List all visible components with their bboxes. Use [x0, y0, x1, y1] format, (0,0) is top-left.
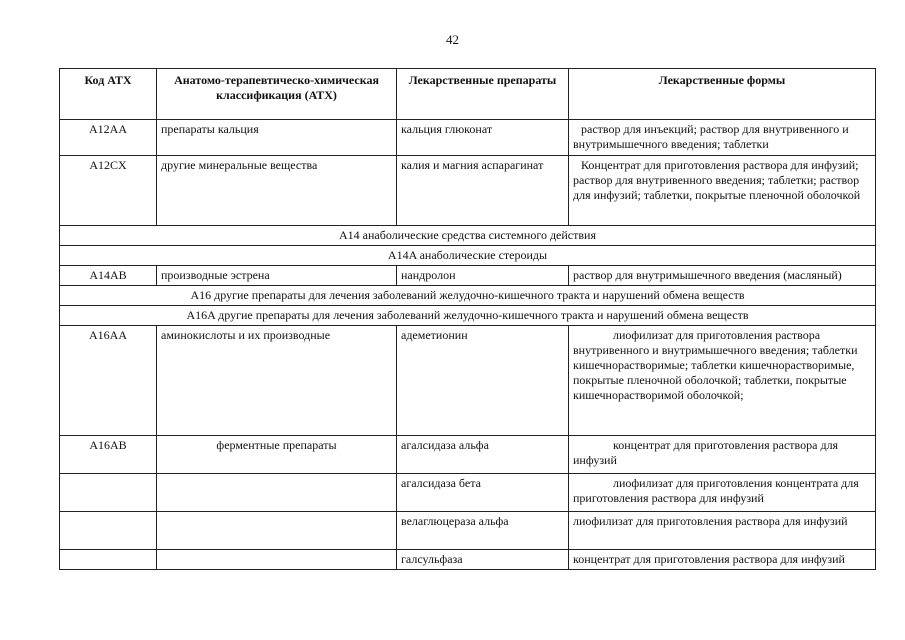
classification-cell [157, 512, 397, 550]
section-row [60, 246, 876, 266]
table-row [60, 474, 876, 512]
header-forms: Лекарственные формы [569, 69, 876, 120]
section-heading: A14A анаболические стероиды [60, 246, 876, 266]
atc-code-cell [60, 550, 157, 570]
section-row [60, 226, 876, 246]
table-row [60, 550, 876, 570]
atc-drug-table [59, 68, 876, 570]
classification-cell: другие минеральные вещества [157, 156, 397, 226]
table-row [60, 156, 876, 226]
drug-cell: агалсидаза альфа [397, 436, 569, 474]
form-cell: лиофилизат для приготовления раствора для инфузий [569, 512, 876, 550]
section-heading: A16 другие препараты для лечения заболеваний желудочно-кишечного тракта и нарушений обмена веществ [60, 286, 876, 306]
section-row [60, 286, 876, 306]
classification-cell: препараты кальция [157, 120, 397, 156]
classification-cell [157, 474, 397, 512]
atc-code-cell: A16AB [60, 436, 157, 474]
drug-cell: агалсидаза бета [397, 474, 569, 512]
section-heading: A14 анаболические средства системного действия [60, 226, 876, 246]
table-row [60, 266, 876, 286]
page-number: 42 [446, 32, 459, 47]
form-cell: Концентрат для приготовления раствора для инфузий; раствор для внутривенного введения; таблетки; раствор для инфузий; таблетки, покрытые пленочной оболочкой [569, 156, 876, 226]
atc-code-cell: A16AA [60, 326, 157, 436]
classification-cell: аминокислоты и их производные [157, 326, 397, 436]
table-row [60, 436, 876, 474]
header-drugs: Лекарственные препараты [397, 69, 569, 120]
drug-cell: калия и магния аспарагинат [397, 156, 569, 226]
atc-code-cell: A12AA [60, 120, 157, 156]
atc-code-cell: A12CX [60, 156, 157, 226]
table-row [60, 512, 876, 550]
form-cell: лиофилизат для приготовления концентрата для приготовления раствора для инфузий [569, 474, 876, 512]
table-row [60, 326, 876, 436]
drug-cell: нандролон [397, 266, 569, 286]
form-cell: лиофилизат для приготовления раствора внутривенного и внутримышечного введения; таблетки кишечнорастворимые; таблетки кишечнорастворимые, покрытые пленочной оболочкой; таблетки, покрытые кишечнорастворимой оболочкой; [569, 326, 876, 436]
atc-code-cell: A14AB [60, 266, 157, 286]
table-header-row [60, 69, 876, 120]
section-heading: A16A другие препараты для лечения заболеваний желудочно-кишечного тракта и нарушений обмена веществ [60, 306, 876, 326]
section-row [60, 306, 876, 326]
drug-cell: велаглюцераза альфа [397, 512, 569, 550]
drug-cell: галсульфаза [397, 550, 569, 570]
atc-code-cell [60, 474, 157, 512]
header-code: Код АТХ [60, 69, 157, 120]
form-cell: концентрат для приготовления раствора для инфузий [569, 436, 876, 474]
header-classification: Анатомо-терапевтическо-химическая классификация (АТХ) [157, 69, 397, 120]
form-cell: концентрат для приготовления раствора для инфузий [569, 550, 876, 570]
atc-code-cell [60, 512, 157, 550]
classification-cell: производные эстрена [157, 266, 397, 286]
classification-cell [157, 550, 397, 570]
form-cell: раствор для внутримышечного введения (масляный) [569, 266, 876, 286]
table-row [60, 120, 876, 156]
drug-cell: адеметионин [397, 326, 569, 436]
form-cell: раствор для инъекций; раствор для внутривенного и внутримышечного введения; таблетки [569, 120, 876, 156]
drug-cell: кальция глюконат [397, 120, 569, 156]
classification-cell: ферментные препараты [157, 436, 397, 474]
